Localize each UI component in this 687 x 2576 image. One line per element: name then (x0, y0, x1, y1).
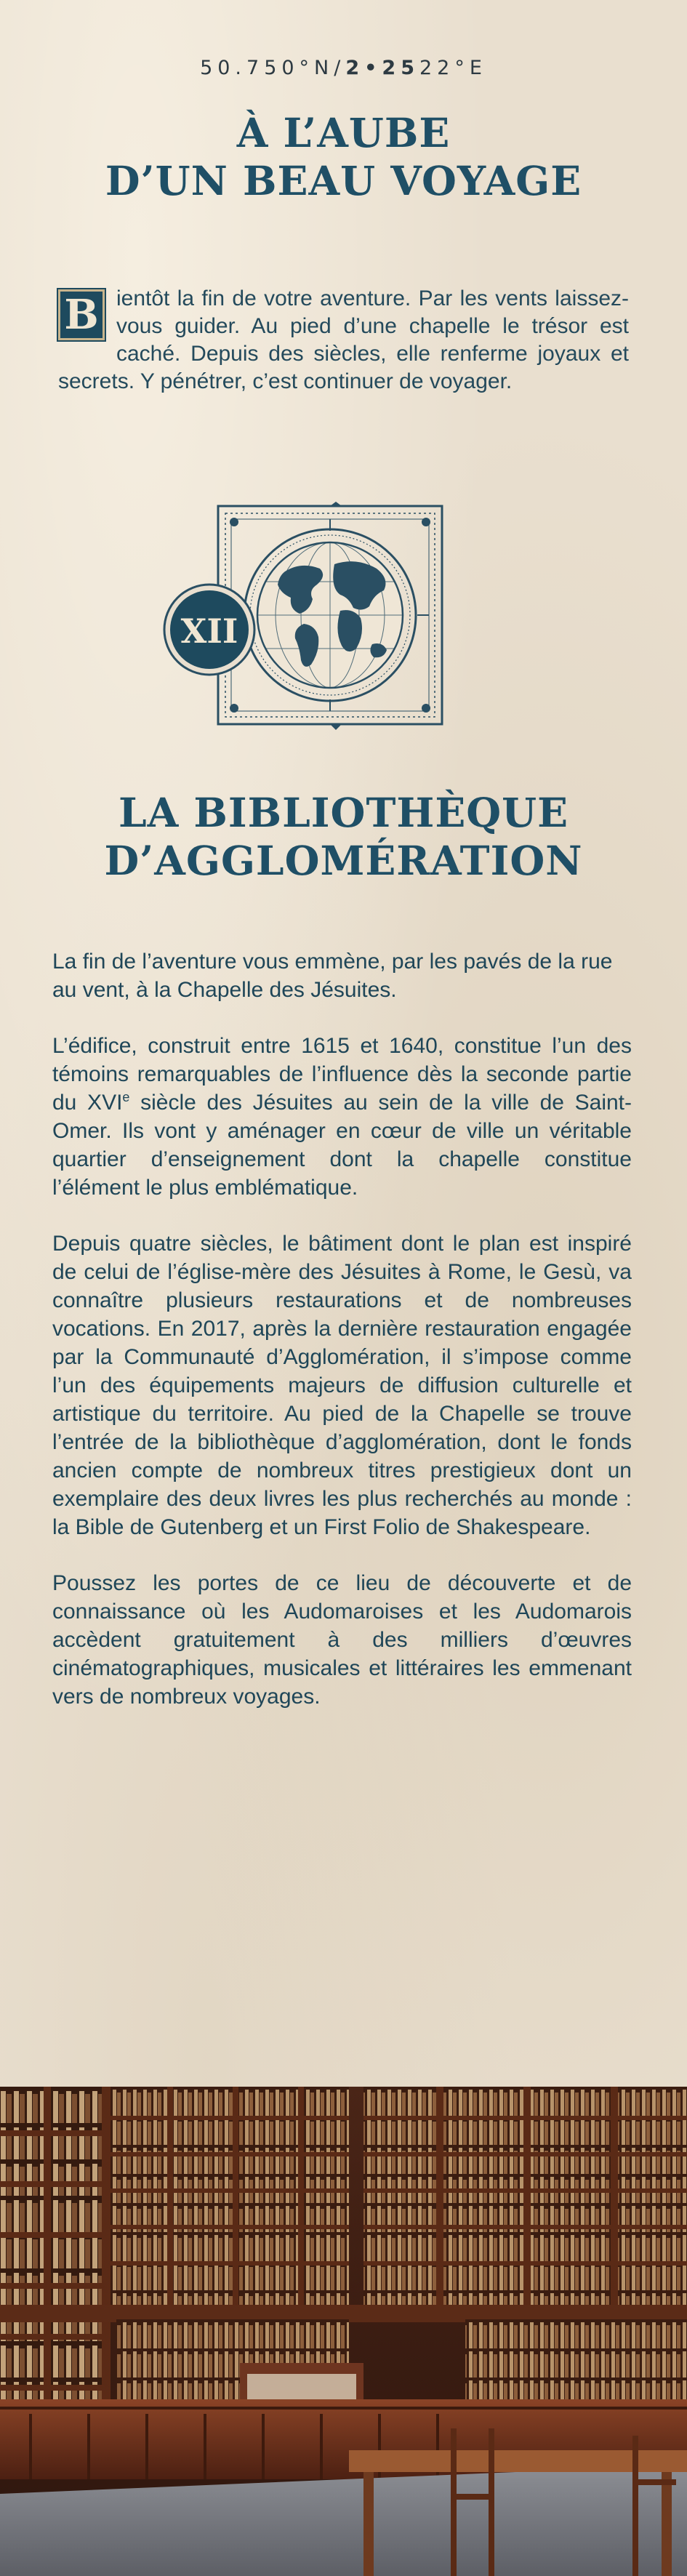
library-photo (0, 2087, 687, 2576)
emblem-numeral: XII (180, 611, 238, 651)
section-title (0, 789, 687, 885)
main-title-line2: D’UN BEAU VOYAGE (105, 157, 582, 204)
gps-coordinates: 50.750°N/2•2522°E (200, 57, 487, 79)
main-title-line1: À L’AUBE (236, 109, 451, 156)
paragraph-1: La fin de l’aventure vous emmène, par les pavés de la rue au vent, à la Chapelle des Jésuites. (52, 950, 613, 1002)
main-title (0, 109, 687, 205)
section-title-line1: LA BIBLIOTHÈQUE (118, 789, 569, 836)
dropcap-letter: B (58, 289, 105, 340)
paragraph-2: L’édifice, construit entre 1615 et 1640, constitue l’un des témoins remarquables de l’influence dès la seconde partie du XVIe siècle des Jésuites au sein de la ville de Saint-Omer. Ils vont y aménager en cœur de ville un véritable quartier d’enseignement dont la chapelle constitue l’élément le plus emblématique. (52, 1034, 632, 1200)
body-text (52, 947, 632, 1738)
section-title-line2: D’AGGLOMÉRATION (104, 837, 583, 884)
intro-text: ientôt la fin de votre aventure. Par les vents laissez-vous guider. Au pied d’une chapelle le trésor est caché. Depuis des siècles, elle renferme joyaux et secrets. Y pénétrer, c’est continuer de voyager. (58, 286, 629, 393)
paragraph-4: Poussez les portes de ce lieu de découverte et de connaissance où les Audomaroises et les Audomarois accèdent gratuitement à des milliers d’œuvres cinématographiques, musicales et littéraires les emmenant vers de nombreux voyages. (52, 1571, 632, 1709)
intro-paragraph (58, 285, 629, 396)
globe-map-icon (161, 502, 452, 734)
paragraph-3: Depuis quatre siècles, le bâtiment dont le plan est inspiré de celui de l’église-mère des Jésuites à Rome, le Gesù, va connaître plusieurs restaurations et de nombreuses vocations. En 2017, après la dernière restauration engagée par la Communauté d’Agglomération, il s’impose comme l’un des équipements majeurs de diffusion culturelle et artistique du territoire. Au pied de la Chapelle se trouve l’entrée de la bibliothèque d’agglomération, dont le fonds ancien compte de nombreux titres prestigieux dont un exemplaire des deux livres les plus recherchés au monde : la Bible de Gutenberg et un First Folio de Shakespeare. (52, 1232, 632, 1539)
